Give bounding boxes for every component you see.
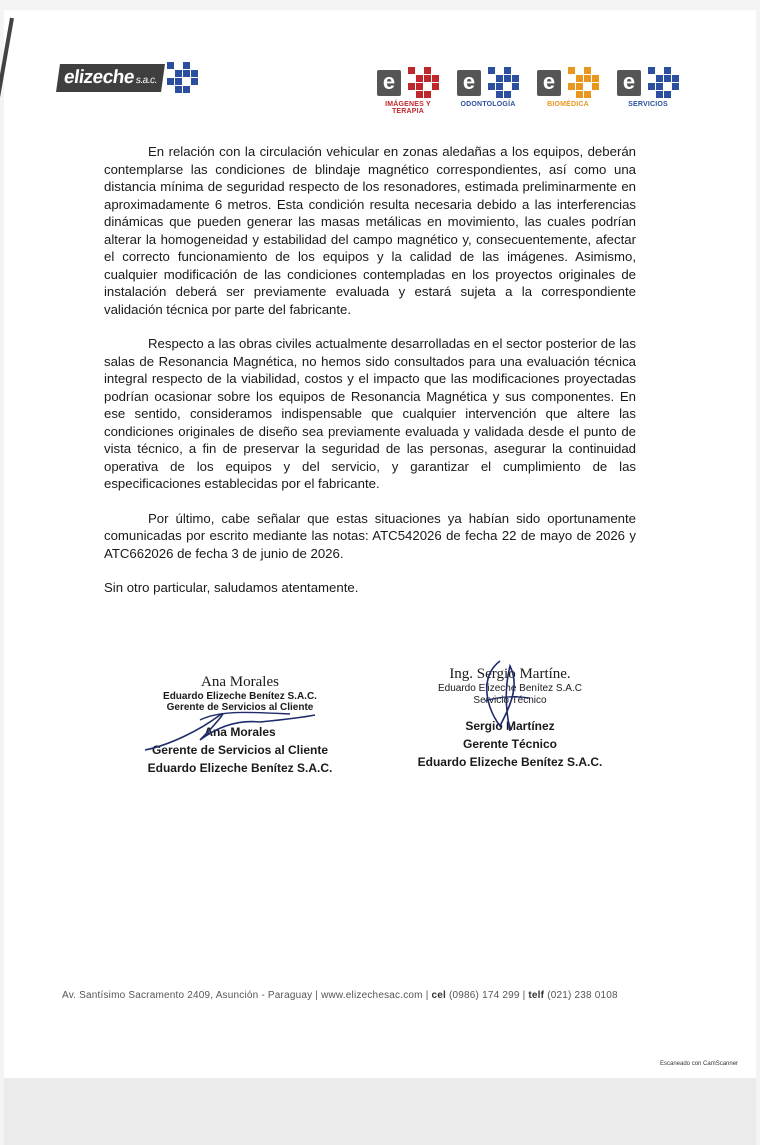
brand-grid-cell [592, 91, 599, 98]
brand-grid-cell [424, 83, 431, 90]
brand-grid-cell [584, 91, 591, 98]
stamp-name-left: Ana Morales [201, 674, 279, 690]
brand-grid-cell [592, 75, 599, 82]
brand-grid-cell [576, 91, 583, 98]
brand-grid-cell [408, 83, 415, 90]
brand-grid-cell [416, 67, 423, 74]
signer-name-left: Ana Morales [204, 725, 276, 739]
footer-telf: (021) 238 0108 [547, 990, 618, 1001]
brand-grid-cell [672, 75, 679, 82]
logo-grid-cell [183, 78, 190, 85]
scan-background [4, 1078, 756, 1145]
brand-caption: ODONTOLOGÍA [460, 101, 516, 108]
signer-role-left: Gerente de Servicios al Cliente [151, 743, 329, 757]
brand-tile [612, 67, 684, 98]
logo-grid-cell [175, 62, 182, 69]
brand-letter: e [617, 70, 641, 96]
brand-grid-cell [408, 91, 415, 98]
brand-grid-cell [576, 75, 583, 82]
footer-cel: (0986) 174 299 [448, 990, 520, 1001]
signer-company-left: Eduardo Elizeche Benítez S.A.C. [147, 761, 333, 775]
brand-grid-cell [496, 91, 503, 98]
brand-tile [452, 67, 524, 98]
signer-role-right: Gerente Técnico [462, 737, 558, 751]
brand-grid-cell [488, 91, 495, 98]
brand-grid-cell [504, 75, 511, 82]
footer-address: Av. Santísimo Sacramento 2409, Asunción - Paraguay [62, 990, 313, 1001]
brand-grid-cell [512, 83, 519, 90]
brand-tile [372, 67, 444, 98]
brand-grid-cell [424, 67, 431, 74]
brand-grid-cell [408, 75, 415, 82]
brand-grid-cell [584, 75, 591, 82]
brand-grid-cell [568, 91, 575, 98]
brand-grid-cell [648, 83, 655, 90]
logo-wordmark [56, 64, 165, 92]
footer-telf-label: telf [528, 990, 545, 1001]
signer-name-right: Sergio Martínez [465, 719, 555, 733]
brand-grid-cell [408, 67, 415, 74]
brand-grid-icon [488, 67, 519, 98]
brand-letter: e [377, 70, 401, 96]
logo-grid-cell [175, 78, 182, 85]
logo-grid-cell [183, 62, 190, 69]
brand-grid-cell [512, 67, 519, 74]
paragraph-circulation: En relación con la circulación vehicular en zonas aledañas a los equipos, deberán contemplarse las condiciones de blindaje magnético correspondientes, así como una distancia mínima de seguridad respecto de los resonadores, estimada preliminarmente en aproximadamente 6 metros. Esta condición resulta necesaria debido a las interferencias dinámicas que pueden generar las masas metálicas en movimiento, las cuales podrían alterar la homogeneidad y estabilidad del campo magnético y, consecuentemente, afectar el correcto funcionamiento de los equipos y la calidad de las imágenes. Asimismo, cualquier modificación de las condiciones contempladas en los proyectos originales de instalación deberá ser previamente evaluada y estará sujeta a la correspondiente validación técnica por parte del fabricante. [104, 144, 636, 317]
stamp-name-right: Ing. Sergio Martíne. [449, 666, 571, 682]
brand-grid-cell [488, 67, 495, 74]
brand-logos [372, 67, 684, 115]
brand-grid-cell [664, 83, 671, 90]
brand-logo [372, 67, 444, 115]
brand-grid-cell [656, 75, 663, 82]
brand-grid-cell [672, 67, 679, 74]
brand-grid-cell [592, 83, 599, 90]
brand-grid-cell [416, 83, 423, 90]
brand-grid-cell [664, 75, 671, 82]
logo-grid-cell [167, 62, 174, 69]
brand-grid-cell [496, 75, 503, 82]
brand-grid-cell [584, 83, 591, 90]
brand-grid-cell [672, 91, 679, 98]
brand-grid-cell [432, 91, 439, 98]
stamp-role-left: Gerente de Servicios al Cliente [166, 702, 314, 713]
brand-grid-cell [504, 91, 511, 98]
brand-grid-cell [576, 83, 583, 90]
paragraph-prior-notes: Por último, cabe señalar que estas situaciones ya habían sido oportunamente comunicadas por escrito mediante las notas: ATC542026 de fecha 22 de mayo de 2026 y ATC662026 de fecha 3 de junio de 2026. [104, 510, 636, 561]
brand-letter: e [537, 70, 561, 96]
brand-logo [612, 67, 684, 115]
brand-grid-cell [504, 83, 511, 90]
brand-letter: e [457, 70, 481, 96]
brand-grid-cell [568, 67, 575, 74]
brand-grid-cell [496, 83, 503, 90]
signer-company-right: Eduardo Elizeche Benítez S.A.C. [417, 755, 603, 769]
brand-tile [532, 67, 604, 98]
brand-grid-cell [648, 67, 655, 74]
stamp-role-right: Servicio Técnico [473, 695, 547, 706]
stamp-company-left: Eduardo Elizeche Benítez S.A.C. [163, 691, 317, 702]
brand-grid-cell [416, 91, 423, 98]
stamp-company-right: Eduardo Elizeche Benítez S.A.C [438, 683, 582, 694]
brand-grid-cell [512, 91, 519, 98]
brand-grid-cell [656, 67, 663, 74]
brand-grid-cell [488, 75, 495, 82]
company-logo [58, 62, 198, 93]
brand-grid-icon [408, 67, 439, 98]
brand-grid-cell [416, 75, 423, 82]
brand-grid-cell [432, 75, 439, 82]
brand-grid-cell [496, 67, 503, 74]
brand-grid-icon [648, 67, 679, 98]
logo-grid-cell [175, 70, 182, 77]
logo-word: elizeche [62, 66, 136, 88]
logo-grid-cell [167, 86, 174, 93]
brand-logo [532, 67, 604, 115]
paragraph-civil-works: Respecto a las obras civiles actualmente desarrolladas en el sector posterior de las salas de Resonancia Magnética, no hemos sido consultados para una evaluación técnica integral respecto de la viabilidad, costos y el impacto que las modificaciones proyectadas podrían ocasionar sobre los equipos de Resonancia Magnética y sus componentes. En ese sentido, consideramos indispensable que cualquier intervención que altere las condiciones originales de diseño sea previamente evaluada y validada desde el punto de vista técnico, a fin de preservar la seguridad de las personas, asegurar la continuidad operativa de los equipos y del servicio, y garantizar el cumplimiento de las especificaciones establecidas por el fabricante. [104, 336, 636, 491]
brand-grid-cell [592, 67, 599, 74]
logo-grid-cell [167, 70, 174, 77]
handwritten-signature-left [140, 700, 320, 760]
logo-grid-cell [167, 78, 174, 85]
brand-caption: SERVICIOS [628, 101, 668, 108]
logo-grid-icon [167, 62, 198, 93]
brand-grid-cell [568, 75, 575, 82]
logo-grid-cell [191, 62, 198, 69]
footer-contact: Av. Santísimo Sacramento 2409, Asunción - Paraguay | www.elizechesac.com | cel (0986) 174 299 | telf (021) 238 0108 [62, 990, 618, 1001]
logo-suffix: s.a.c. [132, 74, 158, 86]
logo-grid-cell [191, 86, 198, 93]
logo-grid-cell [183, 70, 190, 77]
logo-grid-cell [191, 78, 198, 85]
logo-grid-cell [175, 86, 182, 93]
closing-line: Sin otro particular, saludamos atentamente. [104, 580, 359, 595]
brand-grid-cell [576, 67, 583, 74]
handwritten-signature-right [470, 656, 540, 736]
brand-grid-cell [656, 83, 663, 90]
brand-grid-cell [672, 83, 679, 90]
letter-body [104, 143, 636, 614]
brand-grid-cell [512, 75, 519, 82]
scanner-watermark: Escaneado con CamScanner [660, 1061, 739, 1067]
brand-grid-cell [648, 91, 655, 98]
brand-grid-icon [568, 67, 599, 98]
brand-grid-cell [648, 75, 655, 82]
brand-grid-cell [584, 67, 591, 74]
brand-logo [452, 67, 524, 115]
brand-grid-cell [424, 75, 431, 82]
brand-grid-cell [568, 83, 575, 90]
logo-grid-cell [191, 70, 198, 77]
brand-grid-cell [664, 67, 671, 74]
brand-grid-cell [656, 91, 663, 98]
brand-grid-cell [664, 91, 671, 98]
brand-caption: IMÁGENES Y TERAPIA [385, 101, 431, 115]
brand-grid-cell [424, 91, 431, 98]
brand-grid-cell [432, 67, 439, 74]
brand-caption: BIOMÉDICA [547, 101, 589, 108]
logo-grid-cell [183, 86, 190, 93]
brand-grid-cell [488, 83, 495, 90]
footer-cel-label: cel [431, 990, 446, 1001]
brand-grid-cell [504, 67, 511, 74]
brand-grid-cell [432, 83, 439, 90]
footer-web: www.elizechesac.com [321, 990, 423, 1001]
